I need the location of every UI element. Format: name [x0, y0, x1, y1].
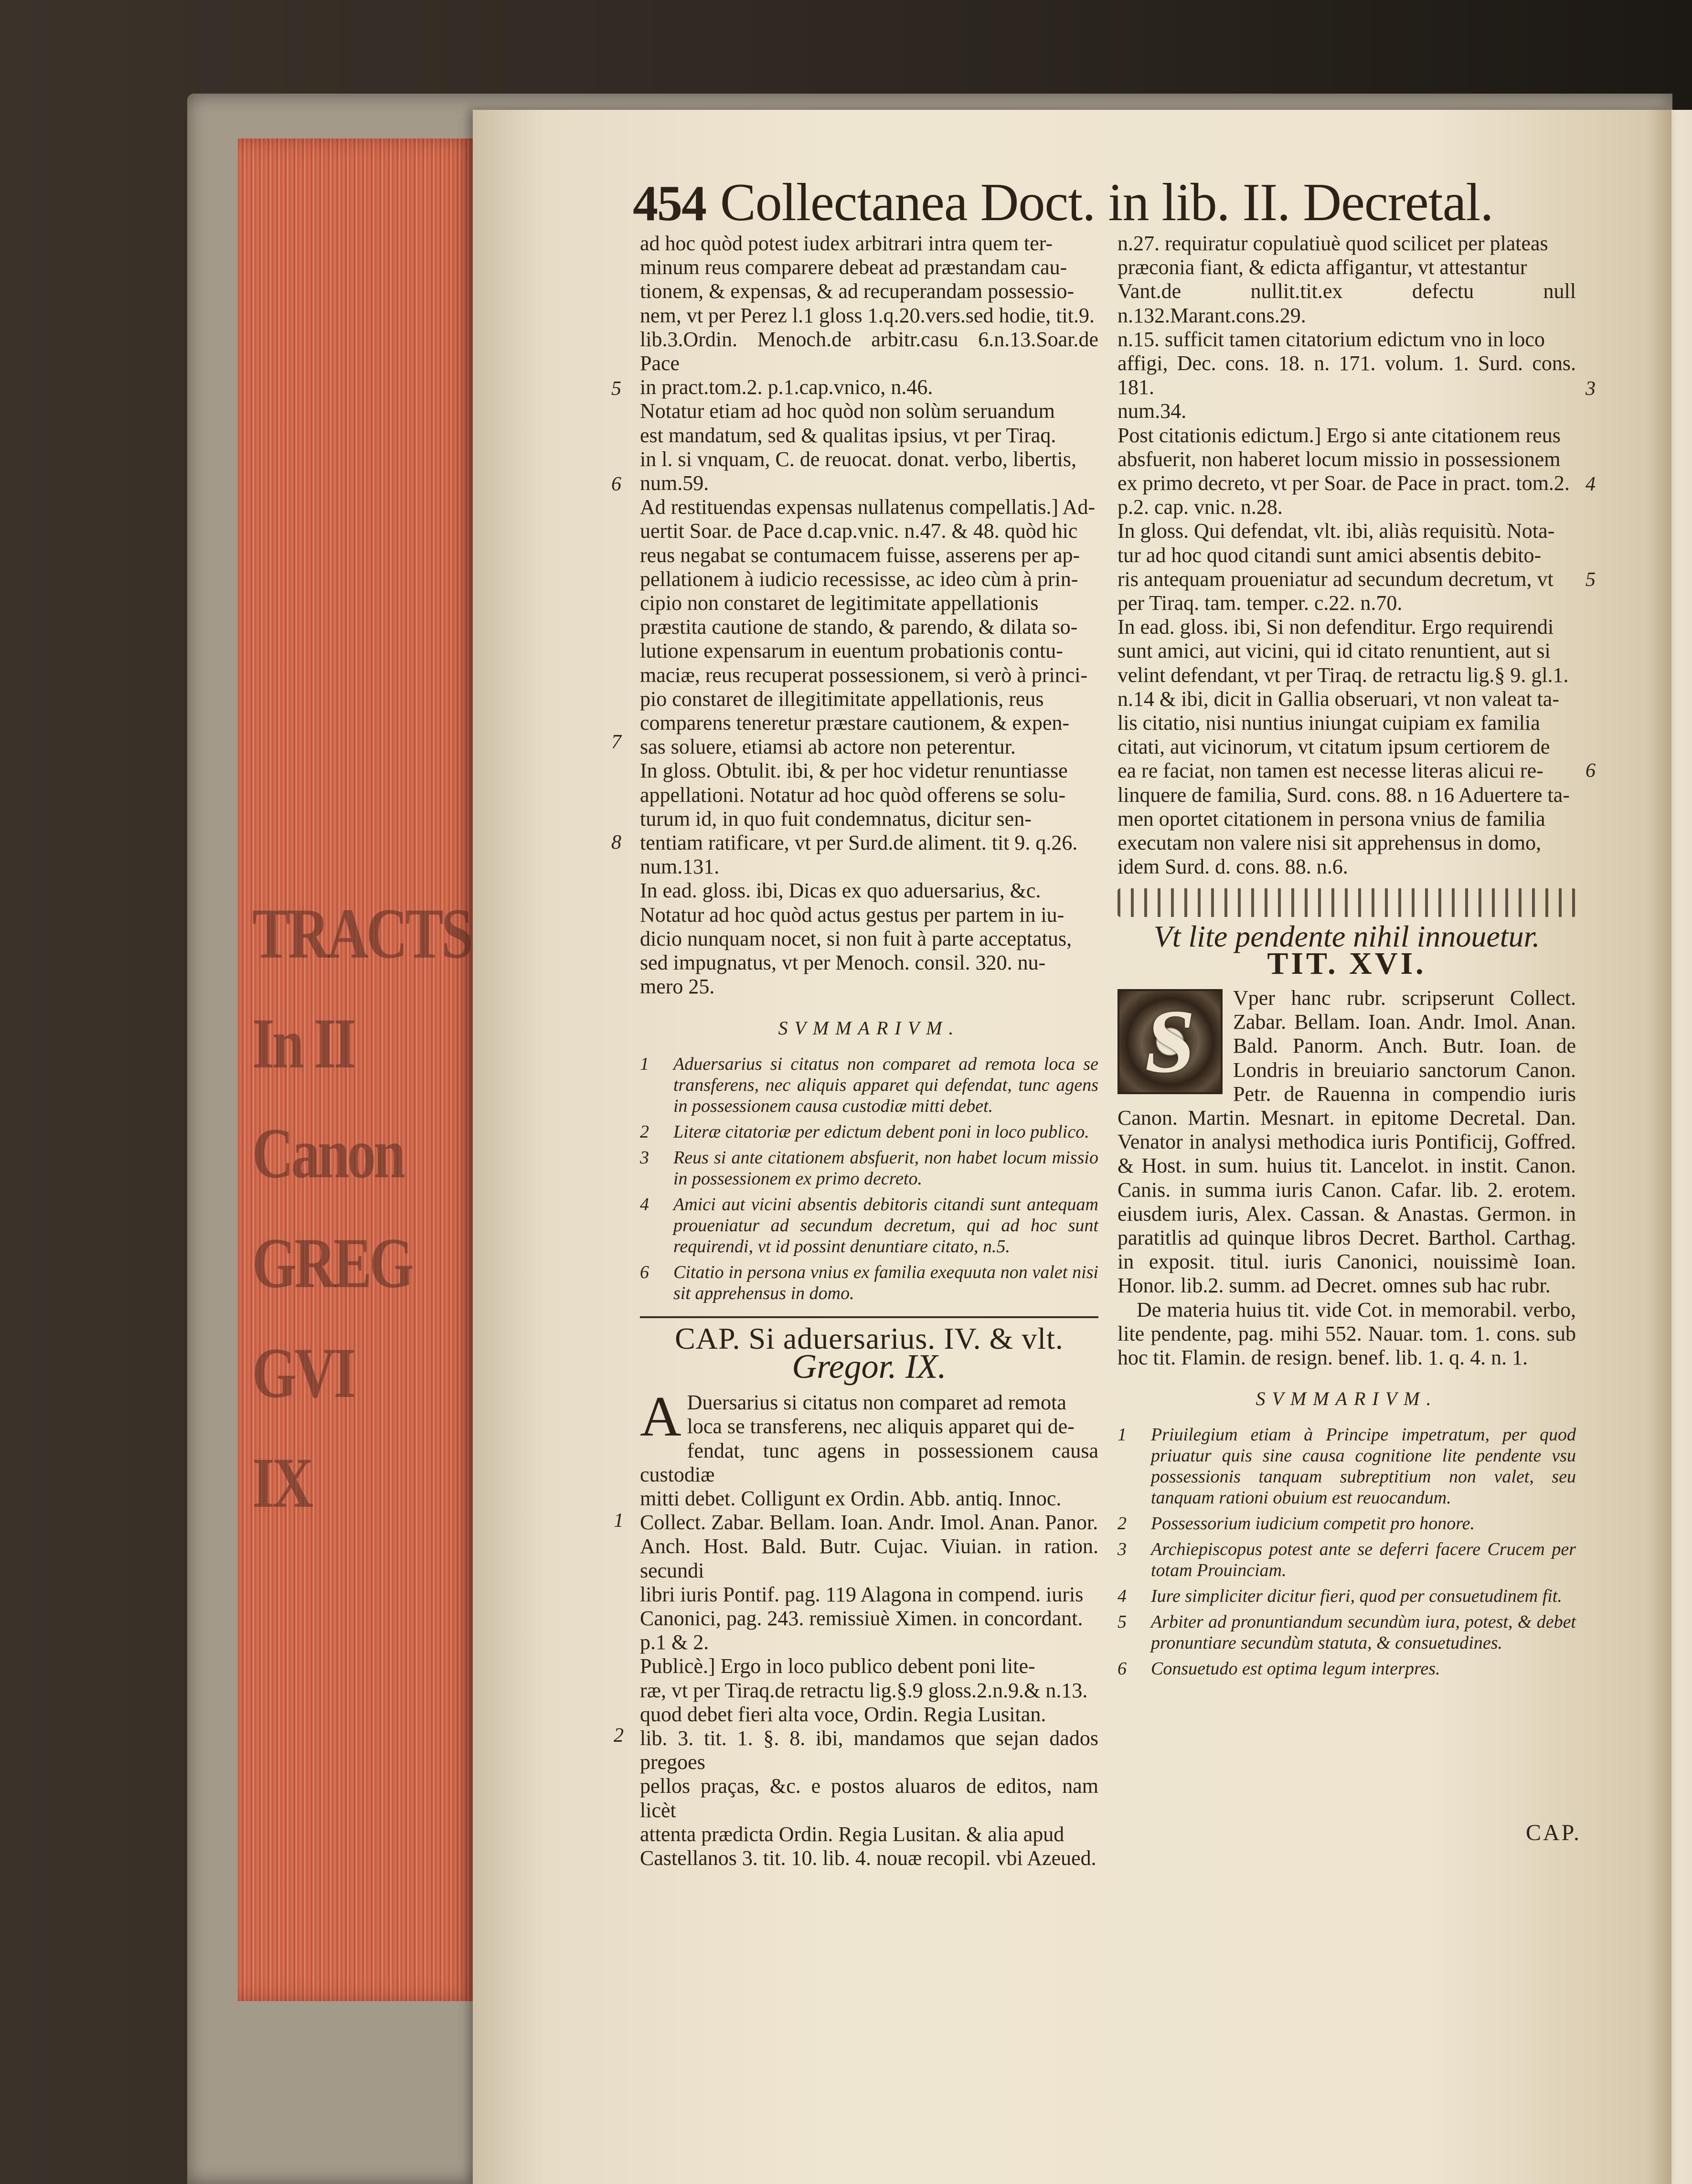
text-line: appellationi. Notatur ad hoc quòd offerens se solu-	[640, 783, 1066, 807]
text-line: tionem, & expensas, & ad recuperandam possessio-	[640, 279, 1075, 303]
summarium-item	[1117, 1611, 1576, 1653]
margin-number: 2	[614, 1725, 624, 1747]
text-line: pio constaret de illegitimitate appellationis, reus	[640, 687, 1044, 711]
title-line: Vt lite pendente nihil innouetur.	[1153, 919, 1540, 954]
text-line: per Tiraq. tam. temper. c.22. n.70.	[1117, 591, 1403, 615]
summarium-number: 6	[640, 1262, 649, 1282]
text-line: p.2. cap. vnic. n.28.	[1117, 495, 1283, 519]
cap-author: Gregor. IX.	[792, 1347, 947, 1385]
right-column	[1117, 232, 1576, 1684]
text-line: Ad restituendas expensas nullatenus compellatis.] Ad-	[640, 495, 1096, 519]
text-line: citati, aut vicinorum, vt citatum ipsum certiorem de	[1117, 735, 1550, 759]
summarium-text: Aduersarius si citatus non comparet ad remota loca se transferens, nec aliquis apparet qui defendat, tunc agens in possessionem causa custodiæ mitti debet.	[673, 1054, 1098, 1116]
text-line: præstita cautione de stando, & parendo, & dilata so-	[640, 615, 1078, 639]
text-line: In ead. gloss. ibi, Dicas ex quo aduersarius, &c.	[640, 879, 1041, 903]
text-line: Publicè.] Ergo in loco publico debent poni lite-	[640, 1654, 1035, 1678]
summarium-item	[640, 1262, 1098, 1304]
text-line: quod debet fieri alta voce, Ordin. Regia Lusitan.	[640, 1702, 1046, 1726]
right-summarium-list	[1117, 1424, 1576, 1679]
summarium-item	[1117, 1658, 1576, 1679]
summarium-text: Arbiter ad pronuntiandum secundùm iura, potest, & debet pronuntiare secundùm statuta, & consuetudines.	[1151, 1612, 1576, 1653]
text-line: executam non valere nisi sit apprehensus in domo,	[1117, 831, 1542, 855]
summarium-number: 4	[640, 1194, 649, 1215]
text-line: affigi, Dec. cons. 18. n. 171. volum. 1. Surd. cons. 181.	[1117, 352, 1576, 399]
text-line: Castellanos 3. tit. 10. lib. 4. nouæ recopil. vbi Azeued.	[640, 1846, 1096, 1870]
summarium-item	[1117, 1586, 1576, 1607]
text-line: lis citatio, nisi nuntius iniungat cuipiam ex familia	[1117, 711, 1540, 735]
text-line: in pract.tom.2. p.1.cap.vnico, n.46.	[640, 375, 933, 399]
text-line: sunt amici, aut vicini, qui id citato renuntient, aut si	[1117, 639, 1551, 663]
spine-label-ghost: TRACTS In II Canon GREG GVI IX	[252, 894, 471, 1523]
text-line: In gloss. Obtulit. ibi, & per hoc videtur renuntiasse	[640, 759, 1068, 783]
left-column	[640, 232, 1098, 1870]
summarium-text: Consuetudo est optima legum interpres.	[1151, 1659, 1440, 1679]
summarium-text: Priuilegium etiam à Principe impetratum, per quod priuatur quis sine causa cognitione lite pendente vsu possessionis tanquam subreptitium non valet, seu tanquam rationi obuium est reuocandum.	[1151, 1425, 1576, 1508]
text-line: nem, vt per Perez l.1 gloss 1.q.20.vers.sed hodie, tit.9.	[640, 303, 1095, 327]
text-line: In ead. gloss. ibi, Si non defenditur. Ergo requirendi	[1117, 615, 1554, 639]
summarium-item	[640, 1121, 1098, 1142]
text-line: n.15. sufficit tamen citatorium edictum vno in loco	[1117, 327, 1545, 351]
text-line: Anch. Host. Bald. Butr. Cujac. Viuian. in ration. secundi	[640, 1534, 1098, 1582]
text-line: comparens teneretur præstare cautionem, & expen-	[640, 711, 1070, 735]
summarium-number: 4	[1117, 1586, 1127, 1607]
text-line: num.131.	[640, 855, 720, 879]
text-line: men oportet citationem in persona vnius de familia	[1117, 807, 1545, 831]
tit-heading: TIT. XVI.	[1267, 946, 1426, 981]
text-line: ad hoc quòd potest iudex arbitrari intra quem ter-	[640, 232, 1053, 255]
text-line: mero 25.	[640, 975, 715, 999]
margin-number: 5	[1586, 569, 1596, 591]
summarium-text: Citatio in persona vnius ex familia exequuta non valet nisi sit apprehensus in domo.	[673, 1262, 1098, 1303]
text-line: Duersarius si citatus non comparet ad remota	[687, 1391, 1066, 1415]
text-line: pellationem à iudicio recessisse, ac ideo cùm à prin-	[640, 567, 1078, 591]
text-line: ris antequam proueniatur ad secundum decretum, vt	[1117, 567, 1554, 591]
text-line: Notatur ad hoc quòd actus gestus per partem in iu-	[640, 903, 1064, 927]
tit-paragraph: S Vper hanc rubr. scripserunt Collect. Zabar. Bellam. Ioan. Andr. Imol. Anan. Bald. Panorm. Anch. Butr. Ioan. de Londris in breuiario sanctorum Canon. Petr. de Rauenna in compendio iuris Canon. Martin. Mesnart. in epitome Decretal. Dan. Venator in analysi methodica iuris Pontificij, Goffred. & Host. in sum. huius tit. Lancelot. in instit. Canon. Canis. in summa iuris Canon. Cafar. lib. 2. erotem. eiusdem iuris, Alex. Cassan. & Anastas. Germon. in paratitlis ad quinque libros Decret. Barthol. Carthag. in exposit. titul. iuris Canonici, nouissimè Ioan. Honor. lib.2. summ. ad Decret. omnes sub hac rubr.	[1117, 986, 1576, 1298]
text-line: tentiam ratificare, vt per Surd.de aliment. tit 9. q.26.	[640, 831, 1078, 855]
summarium-number: 2	[1117, 1513, 1127, 1534]
text-line: num.34.	[1117, 399, 1187, 423]
text-line: lutione expensarum in euentum probationis contu-	[640, 639, 1063, 663]
text-line: ea re faciat, non tamen est necesse literas alicui re-	[1117, 759, 1543, 783]
summarium-item	[1117, 1539, 1576, 1581]
text-line: reus negabat se contumacem fuisse, asserens per ap-	[640, 543, 1080, 567]
text-line: Post citationis edictum.] Ergo si ante citationem reus	[1117, 423, 1561, 447]
summarium-item	[640, 1194, 1098, 1257]
text-line: in l. si vnquam, C. de reuocat. donat. verbo, libertis,	[640, 447, 1077, 471]
text-line: sed impugnatus, vt per Menoch. consil. 320. nu-	[640, 951, 1046, 975]
text-line: Notatur etiam ad hoc quòd non solùm seruandum	[640, 399, 1055, 423]
text-line: n.14 & ibi, dicit in Gallia obseruari, vt non valeat ta-	[1117, 687, 1559, 711]
ornament-band	[1117, 888, 1576, 917]
summarium-number: 5	[1117, 1612, 1127, 1632]
summarium-number: 1	[1117, 1425, 1127, 1445]
text-line: n.27. requiratur copulatiuè quod scilicet per plateas	[1117, 232, 1548, 255]
text-line: linquere de familia, Surd. cons. 88. n 16 Aduertere ta-	[1117, 783, 1570, 807]
left-summarium-title: SVMMARIVM.	[778, 1017, 960, 1039]
text-line: sas soluere, etiamsi ab actore non peterentur.	[640, 735, 1016, 759]
drop-initial-a: A	[640, 1385, 681, 1449]
text-line: tur ad hoc quod citandi sunt amici absentis debito-	[1117, 543, 1542, 567]
summarium-item	[640, 1147, 1098, 1189]
left-column-text	[640, 232, 1098, 999]
summarium-text: Literæ citatoriæ per edictum debent poni in loco publico.	[673, 1121, 1089, 1142]
cap-heading: CAP. Si aduersarius. IV. & vlt.	[675, 1321, 1064, 1355]
text-line: Collect. Zabar. Bellam. Ioan. Andr. Imol. Anan. Panor.	[640, 1511, 1098, 1534]
text-line: absfuerit, non haberet locum missio in possessionem	[1117, 447, 1561, 471]
cap-text	[640, 1385, 1098, 1870]
summarium-number: 3	[640, 1147, 649, 1168]
margin-number: 1	[614, 1510, 624, 1532]
margin-number: 6	[1586, 760, 1596, 782]
text-line: Canonici, pag. 243. remissiuè Ximen. in concordant.	[640, 1606, 1083, 1630]
text-line: idem Surd. d. cons. 88. n.6.	[1117, 855, 1348, 879]
text-line: uertit Soar. de Pace d.cap.vnic. n.47. & 48. quòd hic	[640, 519, 1078, 543]
text-line: minum reus comparere debeat ad præstandam cau-	[640, 256, 1067, 279]
section-rule	[640, 1316, 1098, 1318]
text-line: cipio non constaret de legitimitate appellationis	[640, 591, 1039, 615]
summarium-text: Reus si ante citationem absfuerit, non habet locum missio in possessionem ex primo decreto.	[673, 1147, 1098, 1189]
text-line: mitti debet. Colligunt ex Ordin. Abb. antiq. Innoc.	[640, 1486, 1062, 1510]
text-line: lib. 3. tit. 1. §. 8. ibi, mandamos que sejan dados pregoes	[640, 1726, 1098, 1774]
text-line: dicio nunquam nocet, si non fuit à parte acceptatus,	[640, 927, 1072, 950]
text-line: turum id, in quo fuit condemnatus, dicitur sen-	[640, 807, 1032, 831]
text-line: Vant.de nullit.tit.ex defectu null n.132.Marant.cons.29.	[1117, 279, 1576, 327]
text-line: pellos praças, &c. e postos aluaros de editos, nam licèt	[640, 1774, 1098, 1822]
catchword: CAP.	[1526, 1820, 1582, 1845]
text-line: In gloss. Qui defendat, vlt. ibi, aliàs requisitù. Nota-	[1117, 519, 1555, 543]
text-line: ex primo decreto, vt per Soar. de Pace in pract. tom.2.	[1117, 471, 1570, 495]
page-number: 454	[633, 175, 706, 231]
left-summarium-list	[640, 1054, 1098, 1304]
text-line: velint defendant, vt per Tiraq. de retractu lig.§ 9. gl.1.	[1117, 663, 1569, 687]
summarium-text: Amici aut vicini absentis debitoris citandi sunt antequam proueniatur ad secundum decretum, qui ad hoc sunt requirendi, vt id possint denuntiare citato, n.5.	[673, 1194, 1098, 1257]
summarium-number: 6	[1117, 1659, 1127, 1679]
summarium-text: Possessorium iudicium competit pro honore.	[1151, 1513, 1475, 1534]
margin-number: 4	[1586, 473, 1596, 495]
materia-paragraph: De materia huius tit. vide Cot. in memorabil. verbo, lite pendente, pag. mihi 552. Nauar. tom. 1. cons. sub hoc tit. Flamin. de resign. benef. lib. 1. q. 4. n. 1.	[1117, 1298, 1576, 1369]
margin-number: 5	[611, 378, 621, 400]
text-line: maciæ, reus recuperat possessionem, si verò à princi-	[640, 663, 1088, 687]
text-line: libri iuris Pontif. pag. 119 Alagona in compend. iuris	[640, 1582, 1084, 1606]
summarium-item	[640, 1054, 1098, 1117]
margin-number: 6	[611, 473, 621, 495]
book-fore-edge	[238, 138, 484, 2001]
text-line: fendat, tunc agens in possessionem causa custodiæ	[640, 1438, 1098, 1486]
summarium-item	[1117, 1513, 1576, 1534]
summarium-number: 3	[1117, 1539, 1127, 1560]
text-line: lib.3.Ordin. Menoch.de arbitr.casu 6.n.13.Soar.de Pace	[640, 327, 1098, 375]
text-line: attenta prædicta Ordin. Regia Lusitan. & alia apud	[640, 1822, 1064, 1846]
right-summarium-title: SVMMARIVM.	[1256, 1388, 1438, 1410]
summarium-item	[1117, 1424, 1576, 1508]
margin-number: 8	[611, 831, 621, 853]
summarium-number: 1	[640, 1054, 649, 1074]
running-title: Collectanea Doct. in lib. II. Decretal.	[720, 173, 1493, 232]
margin-number: 7	[611, 731, 621, 753]
margin-number: 3	[1586, 378, 1596, 400]
text-line: num.59.	[640, 471, 709, 495]
text-line: est mandatum, sed & qualitas ipsius, vt per Tiraq.	[640, 423, 1056, 447]
summarium-number: 2	[640, 1121, 649, 1142]
text-line: p.1 & 2.	[640, 1630, 709, 1654]
summarium-text: Archiepiscopus potest ante se deferri facere Crucem per totam Prouinciam.	[1151, 1539, 1576, 1581]
summarium-text: Iure simpliciter dicitur fieri, quod per consuetudinem fit.	[1151, 1586, 1562, 1607]
text-line: præconia fiant, & edicta affigantur, vt attestantur	[1117, 256, 1527, 279]
running-head	[633, 172, 1502, 232]
text-line: loca se transferens, nec aliquis apparet qui de-	[687, 1415, 1075, 1438]
text-line: ræ, vt per Tiraq.de retractu lig.§.9 gloss.2.n.9.& n.13.	[640, 1678, 1088, 1702]
right-column-text	[1117, 232, 1576, 879]
decorated-initial-s: S	[1117, 989, 1223, 1094]
